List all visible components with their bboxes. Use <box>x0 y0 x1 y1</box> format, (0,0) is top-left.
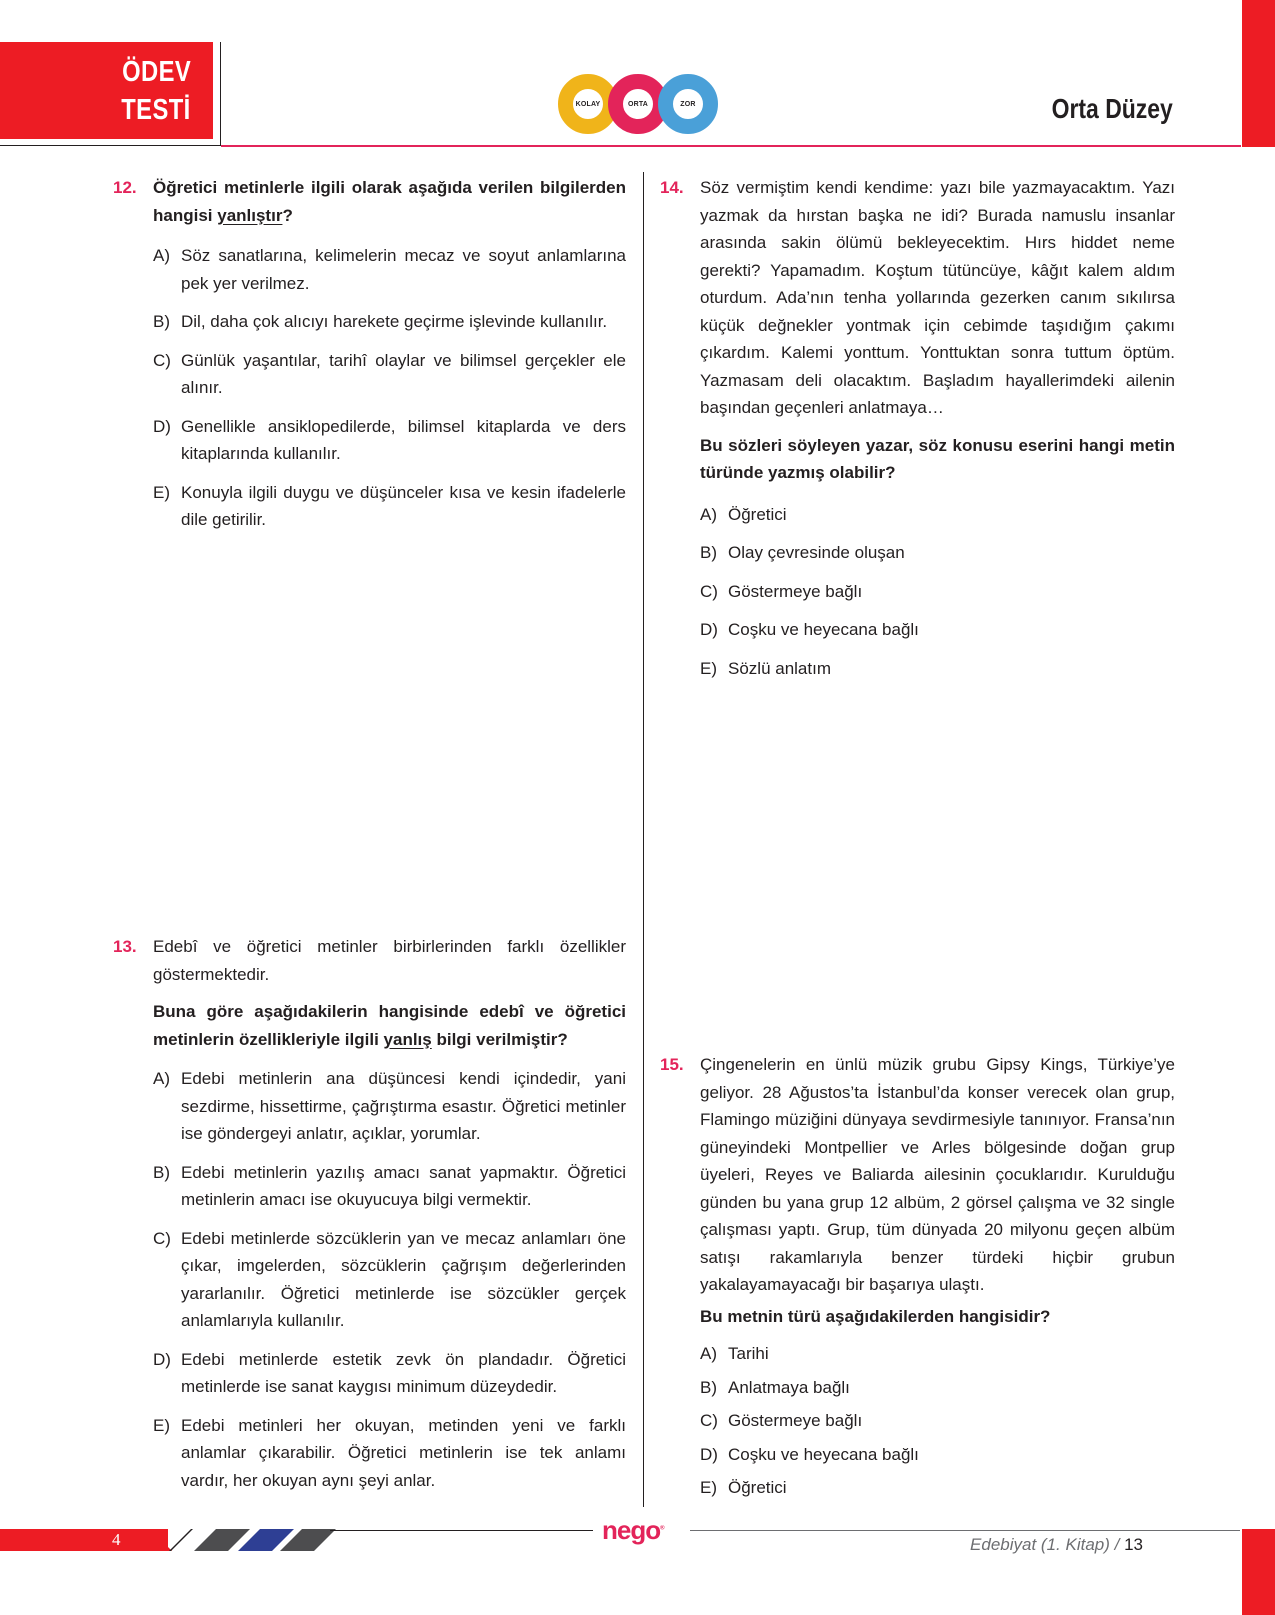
answer-options <box>700 501 1175 683</box>
option-label: C) <box>153 1228 171 1248</box>
question-12 <box>113 174 626 545</box>
column-divider <box>643 172 644 1507</box>
option-text: Genellikle ansiklopedilerde, bilimsel kitaplarda ve ders kitaplarında kullanılır. <box>181 416 626 463</box>
question-15 <box>660 1051 1175 1508</box>
stem-text-end: ? <box>282 205 293 225</box>
question-stem: Edebî ve öğretici metinler birbirlerinden farklı özellikler göstermektedir. <box>153 937 626 984</box>
answer-option-c[interactable] <box>700 578 1175 606</box>
option-label: C) <box>700 581 718 601</box>
footer-rule-right <box>690 1530 1240 1531</box>
question-13 <box>113 933 626 1505</box>
option-text: Coşku ve heyecana bağlı <box>728 620 919 639</box>
option-text: Göstermeye bağlı <box>728 581 863 601</box>
right-page-number: 13 <box>1124 1535 1143 1554</box>
option-label: E) <box>700 1478 717 1497</box>
publisher-logo-text: nego <box>602 1515 661 1545</box>
header-rule-dark <box>0 145 221 146</box>
option-text: Anlatmaya bağlı <box>728 1377 850 1397</box>
answer-option-a[interactable] <box>700 1340 1175 1368</box>
answer-option-a[interactable] <box>700 501 1175 529</box>
level-easy-label: KOLAY <box>575 100 601 108</box>
option-text: Göstermeye bağlı <box>728 1411 863 1430</box>
right-edge-tab-bottom <box>1242 1529 1275 1615</box>
stem-text: Öğretici metinlerle ilgili olarak aşağıda verilen bilgilerden hangisi <box>153 178 626 225</box>
prompt-text: Buna göre aşağıdakilerin hangisinde edebî ve öğretici metinlerin özellikleriyle ilgili <box>153 1002 626 1049</box>
option-text: Edebi metinlerde estetik zevk ön plandadır. Öğretici metinlerde ise sanat kaygısı minimum düzeydedir. <box>181 1349 626 1396</box>
question-prompt <box>153 998 626 1053</box>
footer-stripe-thin <box>169 1529 193 1551</box>
answer-option-c[interactable] <box>153 1225 626 1335</box>
option-label: C) <box>153 350 171 370</box>
option-label: A) <box>153 1069 170 1088</box>
option-label: D) <box>700 620 718 639</box>
header-divider-vertical <box>220 42 221 146</box>
option-text: Coşku ve heyecana bağlı <box>728 1444 919 1464</box>
badge-line-1: ÖDEV <box>121 56 191 88</box>
option-text: Edebi metinlerin yazılış amacı sanat yapmaktır. Öğretici metinlerin amacı ise okuyucuya bilgi vermektir. <box>181 1162 626 1209</box>
right-edge-tab-top <box>1242 0 1275 147</box>
option-text: Olay çevresinde oluşan <box>728 543 905 562</box>
answer-option-e[interactable] <box>153 1412 626 1495</box>
footer-red-band <box>0 1529 168 1551</box>
homework-test-badge <box>0 42 213 139</box>
answer-option-b[interactable] <box>153 308 626 336</box>
option-text: Edebi metinlerde sözcüklerin yan ve mecaz anlamları öne çıkar, imgelerden, sözcüklerin çağrışım değerlerinden yararlanılır. Öğretici metinlerde ise sözcükler gerçek anlamlarıyla kullanılır. <box>181 1228 626 1330</box>
question-prompt: Bu sözleri söyleyen yazar, söz konusu eserini hangi metin türünde yazmış olabilir? <box>700 435 1175 482</box>
level-hard-label: ZOR <box>680 100 696 108</box>
answer-option-a[interactable] <box>153 1065 626 1148</box>
footer-red-band-tip <box>150 1529 172 1551</box>
option-text: Söz sanatlarına, kelimelerin mecaz ve soyut anlamlarına pek yer verilmez. <box>181 246 626 293</box>
level-medium-label: ORTA <box>627 100 649 108</box>
option-label: E) <box>153 1415 170 1435</box>
option-text: Öğretici <box>728 1478 787 1497</box>
question-prompt: Bu metnin türü aşağıdakilerden hangisidir? <box>700 1306 1051 1326</box>
answer-option-c[interactable] <box>153 347 626 402</box>
book-title-footer <box>970 1535 1143 1555</box>
footer-rule-left <box>330 1530 593 1531</box>
question-number: 12. <box>113 178 137 197</box>
level-title: Orta Düzey <box>1051 93 1173 124</box>
answer-option-d[interactable] <box>153 1346 626 1401</box>
left-page-number: 4 <box>112 1530 121 1549</box>
answer-option-e[interactable] <box>700 1474 1175 1502</box>
answer-options <box>153 1065 626 1494</box>
option-text: Sözlü anlatım <box>728 658 831 678</box>
registered-mark-icon: ® <box>660 1525 664 1532</box>
question-passage: Çingenelerin en ünlü müzik grubu Gipsy Kings, Türkiye’ye geliyor. 28 Ağustos’ta İstanbul’da konser verecek olan grup, Flamingo müziğini dünyaya sevdirmesiyle tanınıyor. Fransa’nın güneyindeki Montpellier ve Arles bölgesinde doğan grup üyeleri, Reyes ve Baliarda ailesinin çocuklarıdır. Kurulduğu günden bu yana grup 12 albüm, 2 görsel çalışma ve 32 single çalışması yaptı. Grup, tüm dünyada 20 milyonu geçen albüm satışı rakamlarıyla benzer türdeki hiçbir grubun yakalayamayacağı bir başarıya ulaştı. <box>700 1055 1175 1294</box>
option-label: D) <box>153 416 171 436</box>
option-label: E) <box>153 482 170 502</box>
option-label: D) <box>153 1349 171 1369</box>
option-label: A) <box>700 504 717 524</box>
option-label: B) <box>153 1162 170 1182</box>
answer-option-b[interactable] <box>700 539 1175 567</box>
header-rule-red <box>221 145 1241 147</box>
option-label: B) <box>700 543 717 562</box>
stem-underlined: yanlıştır <box>217 205 283 225</box>
question-stem <box>153 174 626 229</box>
answer-option-e[interactable] <box>700 655 1175 683</box>
prompt-text-end: bilgi verilmiştir? <box>431 1029 568 1049</box>
publisher-logo <box>602 1517 664 1543</box>
question-number: 13. <box>113 937 137 956</box>
level-ring-hard-icon <box>658 74 718 134</box>
option-label: E) <box>700 658 717 678</box>
option-text: Konuyla ilgili duygu ve düşünceler kısa ve kesin ifadelerle dile getirilir. <box>181 482 626 529</box>
badge-line-2: TESTİ <box>121 94 191 126</box>
answer-option-c[interactable] <box>700 1407 1175 1435</box>
book-title: Edebiyat (1. Kitap) / <box>970 1535 1120 1554</box>
option-text: Edebi metinleri her okuyan, metinden yeni ve farklı anlamlar çıkarabilir. Öğretici metinlerin ise tek anlamı vardır, her okuyan aynı şeyi anlar. <box>181 1415 626 1490</box>
prompt-underlined: yanlış <box>383 1029 432 1049</box>
answer-option-d[interactable] <box>153 413 626 468</box>
answer-option-d[interactable] <box>700 616 1175 644</box>
answer-options <box>153 242 626 534</box>
answer-option-a[interactable] <box>153 242 626 297</box>
option-text: Öğretici <box>728 504 787 524</box>
question-14 <box>660 174 1175 693</box>
option-label: C) <box>700 1411 718 1430</box>
question-number: 14. <box>660 178 684 197</box>
option-label: A) <box>700 1344 717 1363</box>
option-text: Dil, daha çok alıcıyı harekete geçirme işlevinde kullanılır. <box>181 312 608 331</box>
option-label: A) <box>153 246 170 265</box>
question-passage: Söz vermiştim kendi kendime: yazı bile yazmayacaktım. Yazı yazmak da hırstan başka ne idi? Burada namuslu insanlar arasında sakin ölümü bekleyecektim. Hırs hiddet neme gerekti? Yapamadım. Koştum tütüncüye, kâğıt kalem aldım oturdum. Ada’nın tenha yollarında gezerken canım sıkılırsa küçük değnekler yontmak için cebimde taşıdığım çakımı çıkardım. Kalemi yonttum. Yonttuktan sonra tuttum öptüm. Yazmasam deli olacaktım. Başladım hayallerimdeki ailenin başından geçenleri anlatmaya… <box>700 178 1175 417</box>
answer-option-b[interactable] <box>153 1159 626 1214</box>
question-number: 15. <box>660 1055 684 1074</box>
option-label: B) <box>153 312 170 331</box>
option-text: Edebi metinlerin ana düşüncesi kendi içindedir, yani sezdirme, hissettirme, çağrıştırma esastır. Öğretici metinler ise göndergeyi anlatır, açıklar, yorumlar. <box>181 1069 626 1143</box>
option-label: D) <box>700 1444 718 1464</box>
option-text: Günlük yaşantılar, tarihî olaylar ve bilimsel gerçekler ele alınır. <box>181 350 626 397</box>
option-label: B) <box>700 1377 717 1397</box>
answer-option-d[interactable] <box>700 1441 1175 1469</box>
answer-option-b[interactable] <box>700 1374 1175 1402</box>
difficulty-level-logo <box>558 74 723 136</box>
answer-option-e[interactable] <box>153 479 626 534</box>
answer-options <box>700 1340 1175 1502</box>
option-text: Tarihi <box>728 1344 769 1363</box>
